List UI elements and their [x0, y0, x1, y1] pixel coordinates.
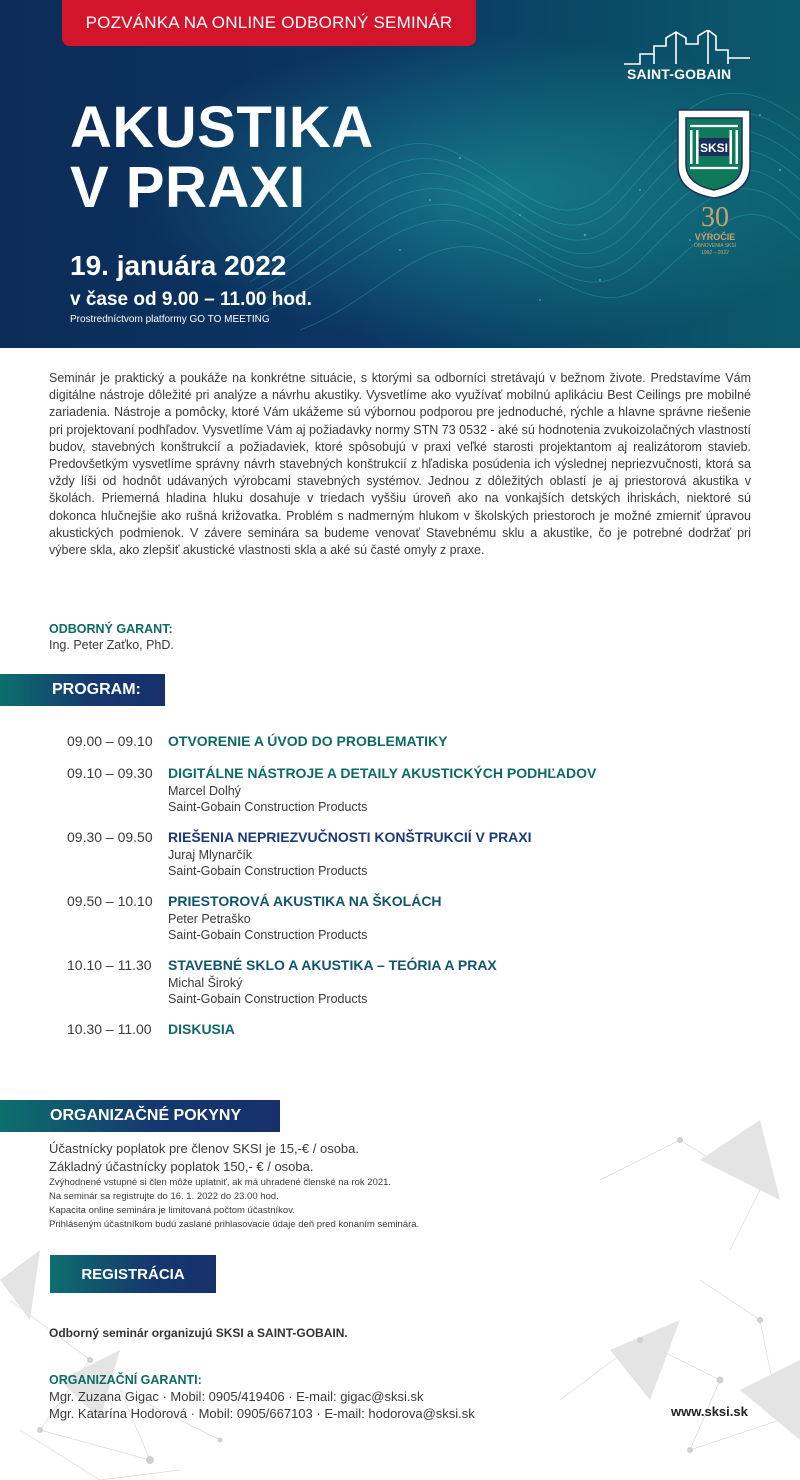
program-item-speaker: Juraj Mlynarčík: [168, 848, 253, 862]
fees-block: [49, 1140, 419, 1232]
saint-gobain-wordmark: SAINT-GOBAIN: [627, 66, 732, 82]
program-item-time: 09.50 – 10.10: [67, 893, 153, 909]
program-item-time: 10.10 – 11.30: [67, 957, 152, 973]
program-item-title: OTVORENIE A ÚVOD DO PROBLEMATIKY: [168, 733, 448, 749]
event-time: v čase od 9.00 – 11.00 hod.: [70, 289, 312, 310]
program-item-time: 10.30 – 11.00: [67, 1021, 152, 1037]
event-title-line1: AKUSTIKA: [70, 95, 374, 160]
capacity-note: Kapacita online seminára je limitovaná počtom účastníkov.: [49, 1205, 295, 1216]
program-item-time: 09.00 – 09.10: [67, 733, 153, 749]
program-item-company: Saint-Gobain Construction Products: [168, 800, 368, 814]
program-heading: PROGRAM:: [0, 674, 165, 706]
anniversary-word: VÝROČIE: [694, 232, 736, 242]
login-note: Prihláseným účastníkom budú zaslané prihlasovacie údaje deň pred konaním seminára.: [49, 1219, 420, 1230]
program-item-company: Saint-Gobain Construction Products: [168, 928, 368, 942]
program-item-company: Saint-Gobain Construction Products: [168, 992, 368, 1006]
program-item-speaker: Peter Petraško: [168, 912, 251, 926]
invite-tab: POZVÁNKA NA ONLINE ODBORNÝ SEMINÁR: [62, 0, 476, 46]
basic-fee: Základný účastnícky poplatok 150,- € / osoba.: [49, 1159, 314, 1174]
anniversary-subtitle: OBNOVENIA SKSI: [693, 243, 737, 249]
program-item-speaker: Michal Široký: [168, 976, 243, 990]
intro-paragraph: Seminár je praktický a poukáže na konkrétne situácie, s ktorými sa odborníci stretávajú v bežnom živote. Predstavíme Vám digitálne nástroje dôležité pri analýze a návrhu akustiky. Vysvetlíme ako využívať mobilnú aplikáciu Best Ceilings pre mobilné zariadenia. Nástroje a pomôcky, ktoré Vám ukážeme sú výbornou podporou pre jednoduché, rýchle a hlavne správne riešenie pri projektovaní podhľadov. Vysvetlíme Vám aj požiadavky normy STN 73 0532 - aké sú hodnotenia zvukoizolačných vlastností budov, stavebných konštrukcií a požiadaviek, ktoré spôsobujú v praxi veľké starosti projektantom aj realizátorom stavieb. Predovšetkým vysvetlíme správny návrh stavebných konštrukcií z hľadiska posúdenia ich výslednej nepriezvučnosti, ktorá sa vždy líši od hodnôt udávaných výrobcami stavebných systémov. Jednou z dôležitých oblastí je aj priestorová akustika v školách. Priemerná hladina hluku dosahuje v triedach vyššiu úroveň ako na vonkajších detských ihriskách, niektoré sú dokonca hlučnejšie ako rušná križovatka. Problém s nadmerným hlukom v školských priestoroch je možné zmierniť úpravou akustických podmienok. V závere seminára sa budeme venovať Stavebnému sklu a akustike, čo je potrebné dodržať pri výbere skla, ako zlepšiť akustické vlastnosti skla a aké sú časté omyly z praxe.: [49, 371, 751, 558]
program-item-title: PRIESTOROVÁ AKUSTIKA NA ŠKOLÁCH: [168, 893, 442, 909]
anniversary-logo: [680, 204, 750, 262]
garant-label: ODBORNÝ GARANT:: [49, 622, 173, 636]
program-item-time: 09.10 – 09.30: [67, 765, 153, 781]
garant-name: Ing. Peter Zaťko, PhD.: [49, 638, 174, 652]
registration-deadline: Na seminár sa registrujte do 16. 1. 2022 do 23.00 hod.: [49, 1191, 279, 1202]
event-title: [70, 95, 374, 220]
contact-line: Mgr. Katarína Hodorová · Mobil: 0905/667103 · E-mail: hodorova@sksi.sk: [49, 1406, 475, 1421]
program-item-speaker: Marcel Dolhý: [168, 784, 241, 798]
contacts-label: ORGANIZAČNÍ GARANTI:: [49, 1373, 202, 1387]
program-item-title: STAVEBNÉ SKLO A AKUSTIKA – TEÓRIA A PRAX: [168, 957, 497, 973]
sksi-badge-text: SKSI: [699, 141, 729, 155]
anniversary-number: 30: [701, 202, 729, 233]
program-item-title: DIGITÁLNE NÁSTROJE A DETAILY AKUSTICKÝCH PODHĽADOV: [168, 765, 597, 781]
organizational-heading: ORGANIZAČNÉ POKYNY: [0, 1100, 280, 1132]
fee-note: Zvýhodnené vstupné si člen môže uplatniť, ak má uhradené členské na rok 2021.: [49, 1177, 392, 1188]
event-title-line2: V PRAXI: [70, 155, 306, 220]
contact-line: Mgr. Zuzana Gigac · Mobil: 0905/419406 · E-mail: gigac@sksi.sk: [49, 1389, 424, 1404]
organizers-text: Odborný seminár organizujú SKSI a SAINT-GOBAIN.: [49, 1326, 348, 1340]
event-platform: Prostredníctvom platformy GO TO MEETING: [70, 314, 270, 325]
event-date: 19. januára 2022: [70, 250, 287, 281]
program-item-title: DISKUSIA: [168, 1021, 235, 1037]
hero-banner: [0, 0, 800, 348]
program-item-title: RIEŠENIA NEPRIEZVUČNOSTI KONŠTRUKCIÍ V PRAXI: [168, 829, 532, 845]
member-fee: Účastnícky poplatok pre členov SKSI je 15,-€ / osoba.: [49, 1141, 360, 1156]
sksi-shield-logo-icon: [676, 108, 752, 200]
program-item-time: 09.30 – 09.50: [67, 829, 153, 845]
anniversary-years: 1992 – 2022: [701, 250, 729, 256]
registration-button[interactable]: REGISTRÁCIA: [50, 1255, 216, 1293]
website-link[interactable]: www.sksi.sk: [671, 1404, 748, 1419]
program-item-company: Saint-Gobain Construction Products: [168, 864, 368, 878]
